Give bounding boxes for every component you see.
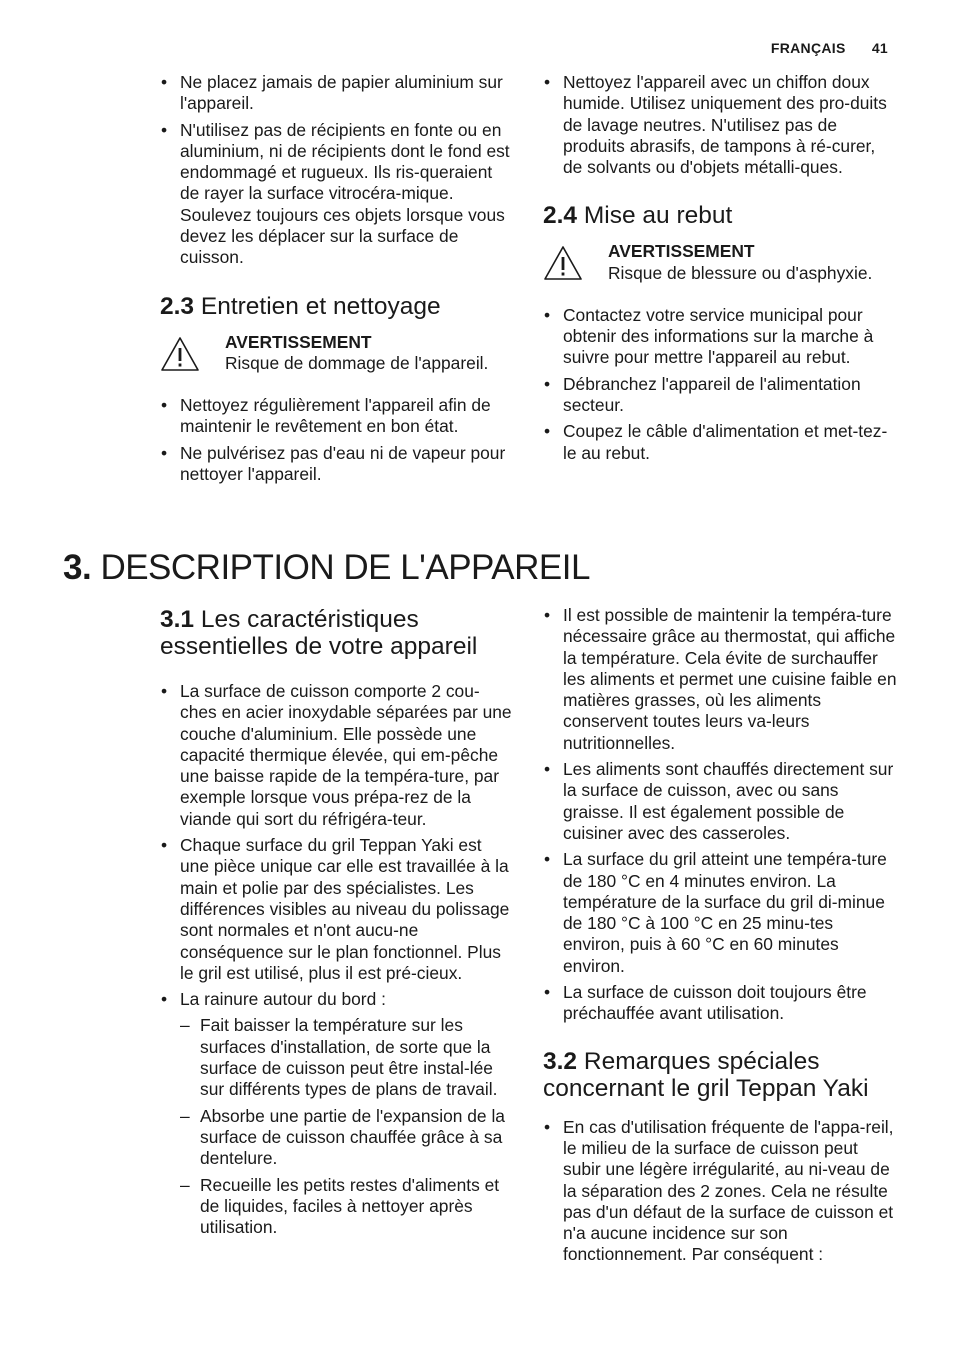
section-title: Remarques spéciales concernant le gril Teppan Yaki xyxy=(543,1047,869,1102)
section-number: 3.2 xyxy=(543,1047,578,1075)
warning-title: AVERTISSEMENT xyxy=(608,241,755,262)
list-item: • Contactez votre service municipal pour obtenir des informations sur la marche à suivre pour mettre l'appareil au rebut. xyxy=(543,305,898,369)
section-number: 3.1 xyxy=(160,606,195,633)
bullet-list xyxy=(160,681,515,1238)
section-number: 2.3 xyxy=(160,292,195,320)
section-heading-3-2 xyxy=(543,1048,898,1102)
page-header xyxy=(771,38,888,59)
list-item: • La surface de cuisson doit toujours être préchauffée avant utilisation. xyxy=(543,982,898,1025)
warning-triangle-icon xyxy=(543,241,608,286)
list-item: • Débranchez l'appareil de l'alimentation secteur. xyxy=(543,374,898,417)
section-title: Entretien et nettoyage xyxy=(200,292,441,320)
top-left-column xyxy=(160,72,515,490)
bullet-list xyxy=(160,72,515,269)
list-item: • Ne placez jamais de papier aluminium sur l'appareil. xyxy=(160,72,515,115)
list-item: • Nettoyez l'appareil avec un chiffon doux humide. Utilisez uniquement des pro-duits de lavage neutres. N'utilisez pas de produits abrasifs, de tampons à ré-curer, de solvants ou d'objets métalli-ques. xyxy=(543,72,898,178)
dash-item: – Absorbe une partie de l'expansion de la surface de cuisson chauffée grâce à sa dentelure. xyxy=(180,1106,515,1170)
list-item xyxy=(160,989,515,1238)
warning-triangle-icon xyxy=(160,332,225,377)
bullet-list xyxy=(543,72,898,178)
bullet-list xyxy=(543,1117,898,1266)
warning-text: Risque de blessure ou d'asphyxie. xyxy=(608,262,873,283)
warning-block xyxy=(160,332,515,377)
section-number: 2.4 xyxy=(543,202,578,230)
dash-list xyxy=(180,1015,515,1238)
section-heading-3-1 xyxy=(160,606,515,660)
language-label: FRANÇAIS xyxy=(770,40,846,56)
section-title: Les caractéristiques essentielles de votre appareil xyxy=(160,606,478,660)
list-item: • La surface de cuisson comporte 2 cou-ches en acier inoxydable séparées par une couche d'aluminium. Elle possède une capacité thermique élevée, qui em-pêche une baisse rapide de la tempéra-ture, par exemple lorsque vous prépa-rez de la viande qui sort du réfrigéra-teur. xyxy=(160,681,515,830)
section-heading-2-4 xyxy=(543,202,898,229)
chapter-heading xyxy=(63,548,590,588)
bottom-left-column xyxy=(160,606,515,1243)
chapter-title: DESCRIPTION DE L'APPAREIL xyxy=(100,548,590,587)
dash-item: – Fait baisser la température sur les surfaces d'installation, de sorte que la surface de cuisson peut être instal-lée sur différents types de plans de travail. xyxy=(180,1015,515,1100)
section-heading-2-3 xyxy=(160,293,515,320)
bullet-list xyxy=(543,605,898,1025)
list-item: • Il est possible de maintenir la tempéra-ture nécessaire grâce au thermostat, qui affiche la température. Cela évite de surchauffer les aliments et permet une cuisine faible en matières grasses, où les aliments conservent toutes leurs va-leurs nutritionnelles. xyxy=(543,605,898,754)
list-item: • Coupez le câble d'alimentation et met-tez-le au rebut. xyxy=(543,421,898,464)
list-item: • N'utilisez pas de récipients en fonte ou en aluminium, ni de récipients dont le fond est endommagé et rugueux. Ils ris-queraient de rayer la surface vitrocéra-mique. Soulevez toujours ces objets lorsque vous devez les déplacer sur la surface de cuisson. xyxy=(160,120,515,269)
list-item: • Chaque surface du gril Teppan Yaki est une pièce unique car elle est travaillée à la main et polie par des spécialistes. Les différences visibles au niveau du polissage sont normales et n'ont aucu-ne conséquence sur le plan fonctionnel. Plus le gril est utilisé, plus il est pré-cieux. xyxy=(160,835,515,984)
list-item: • Nettoyez régulièrement l'appareil afin de maintenir le revêtement en bon état. xyxy=(160,395,515,438)
bullet-list xyxy=(160,395,515,485)
list-item: • Les aliments sont chauffés directement sur la surface de cuisson, avec ou sans graisse. Il est également possible de cuisiner avec des casseroles. xyxy=(543,759,898,844)
section-title: Mise au rebut xyxy=(583,202,733,230)
chapter-number: 3. xyxy=(63,548,92,587)
bottom-right-column xyxy=(543,605,898,1271)
top-right-column xyxy=(543,72,898,469)
warning-title: AVERTISSEMENT xyxy=(225,331,372,352)
warning-text: Risque de dommage de l'appareil. xyxy=(225,352,489,373)
list-item: • La surface du gril atteint une tempéra-ture de 180 °C en 4 minutes environ. La température de la surface du gril di-minue de 180 °C à 100 °C en 25 minu-tes environ, puis à 60 °C en 60 minutes environ. xyxy=(543,849,898,977)
list-item: • Ne pulvérisez pas d'eau ni de vapeur pour nettoyer l'appareil. xyxy=(160,443,515,486)
bullet-list xyxy=(543,305,898,464)
dash-item: – Recueille les petits restes d'aliments et de liquides, faciles à nettoyer après utilisation. xyxy=(180,1175,515,1239)
warning-block xyxy=(543,241,898,286)
page-number: 41 xyxy=(871,40,888,56)
list-item: • En cas d'utilisation fréquente de l'appa-reil, le milieu de la surface de cuisson peut subir une légère irrégularité, au ni-veau de la séparation des 2 zones. Cela ne résulte pas d'un défaut de la surface de cuisson et n'a aucune incidence sur son fonctionnement. Par conséquent : xyxy=(543,1117,898,1266)
list-item-text: La rainure autour du bord : xyxy=(180,989,386,1010)
